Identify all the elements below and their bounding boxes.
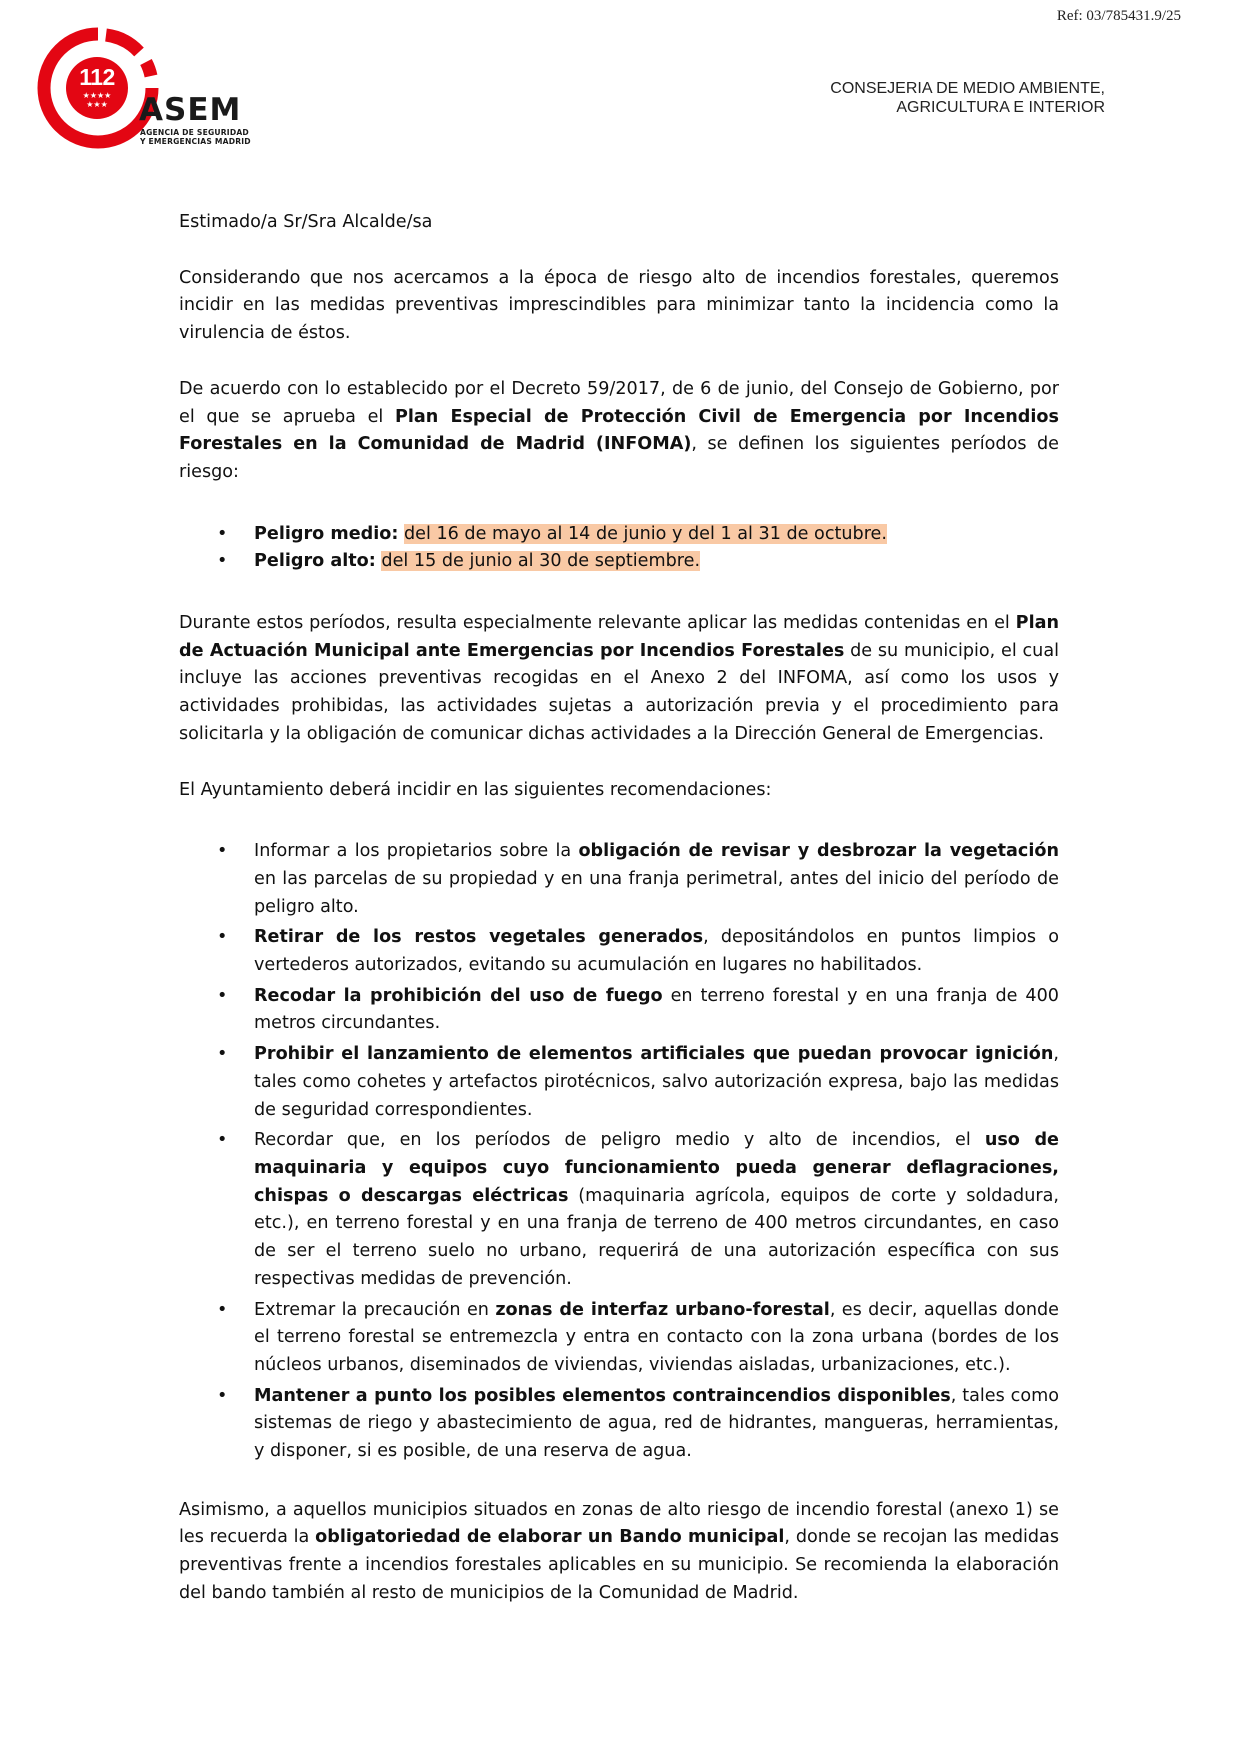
logo-subtitle — [140, 128, 251, 146]
item-bold: Retirar de los restos vegetales generados — [254, 927, 704, 948]
paragraph-decree-text-end: , se definen los siguientes períodos de riesgo: — [179, 434, 1059, 482]
item-text-end: , tales como cohetes y artefactos pirotécnicos, salvo autorización expresa, bajo las medidas de seguridad correspondientes. — [254, 1044, 1059, 1120]
paragraph-plan-text: Durante estos períodos, resulta especialmente relevante aplicar las medidas contenidas en el — [179, 613, 1016, 634]
greeting: Estimado/a Sr/Sra Alcalde/sa — [179, 212, 433, 232]
list-item — [179, 924, 1059, 979]
item-text: Extremar la precaución en — [254, 1299, 496, 1320]
item-bold: Mantener a punto los posibles elementos contraincendios disponibles — [254, 1385, 951, 1406]
item-bold: zonas de interfaz urbano-forestal — [495, 1299, 830, 1320]
paragraph-bando — [179, 1497, 1059, 1608]
asem-112-logo — [36, 26, 276, 150]
paragraph-decree-bold: Plan Especial de Protección Civil de Emergencia por Incendios Forestales en la Comunidad de Madrid (INFOMA) — [179, 406, 1059, 455]
risk-label: Peligro alto: — [254, 551, 376, 572]
paragraph-intro: Considerando que nos acercamos a la época de riesgo alto de incendios forestales, queremos incidir en las medidas preventivas imprescindibles para minimizar tanto la incidencia como la virulencia de éstos. — [179, 267, 1059, 344]
list-item — [179, 983, 1059, 1038]
paragraph-recommendations-intro: El Ayuntamiento deberá incidir en las siguientes recomendaciones: — [179, 779, 772, 800]
item-bold: Prohibir el lanzamiento de elementos artificiales que puedan provocar ignición — [254, 1044, 1054, 1065]
risk-label: Peligro medio: — [254, 523, 399, 544]
item-text-end: en las parcelas de su propiedad y en una franja perimetral, antes del inicio del período de peligro alto. — [254, 868, 1059, 917]
paragraph-bando-bold: obligatoriedad de elaborar un Bando municipal — [315, 1527, 785, 1548]
paragraph-plan-text-end: de su municipio, el cual incluye las acciones preventivas recogidas en el Anexo 2 del INFOMA, así como los usos y actividades prohibidas, las actividades sujetas a autorización previa y el procedimiento para solicitarla y la obligación de comunicar dichas actividades a la Dirección General de Emergencias. — [179, 640, 1059, 744]
item-bold: uso de maquinaria y equipos cuyo funcionamiento pueda generar deflagraciones, chispas o descargas eléctricas — [254, 1130, 1059, 1206]
item-text-end: , es decir, aquellas donde el terreno forestal se entremezcla y entra en contacto con la zona urbana (bordes de los núcleos urbanos, diseminados de viviendas, viviendas aisladas, urbanizaciones, etc.). — [254, 1299, 1059, 1375]
paragraph-bando-text-end: , donde se recojan las medidas preventivas frente a incendios forestales aplicables en su municipio. Se recomienda la elaboración del bando también al resto de municipios de la Comunidad de Madrid. — [179, 1527, 1059, 1603]
department-line-1: CONSEJERIA DE MEDIO AMBIENTE, — [830, 80, 1105, 97]
list-item — [179, 548, 1059, 576]
item-text-end: en terreno forestal y en una franja de 400 metros circundantes. — [254, 985, 1059, 1034]
paragraph-decree-text: De acuerdo con lo establecido por el Decreto 59/2017, de 6 de junio, del Consejo de Gobierno, por el que se aprueba el — [179, 378, 1059, 427]
item-text: Recordar que, en los períodos de peligro medio y alto de incendios, el — [254, 1130, 985, 1151]
paragraph-bando-text: Asimismo, a aquellos municipios situados en zonas de alto riesgo de incendio forestal (anexo 1) se les recuerda la — [179, 1499, 1059, 1548]
letter-body — [179, 209, 1059, 1608]
department-line-2: AGRICULTURA E INTERIOR — [896, 99, 1105, 116]
list-item — [179, 838, 1059, 921]
list-item — [179, 1127, 1059, 1293]
item-bold: obligación de revisar y desbrozar la vegetación — [578, 841, 1059, 862]
paragraph-decree — [179, 376, 1059, 487]
logo-subtitle-line-1: AGENCIA DE SEGURIDAD — [140, 128, 249, 137]
department-name — [830, 79, 1105, 117]
reference-number: Ref: 03/785431.9/25 — [1056, 8, 1181, 24]
list-item — [179, 1297, 1059, 1380]
logo-112-badge — [66, 57, 128, 119]
risk-dates-highlighted: del 15 de junio al 30 de septiembre. — [381, 551, 701, 572]
logo-112-number: 112 — [79, 64, 115, 90]
paragraph-plan-bold: Plan de Actuación Municipal ante Emergencias por Incendios Forestales — [179, 613, 1059, 661]
logo-subtitle-line-2: Y EMERGENCIAS MADRID — [140, 137, 251, 146]
item-bold: Recodar la prohibición del uso de fuego — [254, 985, 663, 1006]
item-text-end: , depositándolos en puntos limpios o vertederos autorizados, evitando su acumulación en lugares no habilitados. — [254, 927, 1059, 976]
item-text-end: (maquinaria agrícola, equipos de corte y soldadura, etc.), en terreno forestal y en una franja de terreno de 400 metros circundantes, en caso de ser el terreno suelo no urbano, requerirá de una autorización específica con sus respectivas medidas de prevención. — [254, 1185, 1059, 1289]
recommendations-list — [179, 838, 1059, 1465]
paragraph-plan — [179, 610, 1059, 749]
item-text-end: , tales como sistemas de riego y abastecimiento de agua, red de hidrantes, mangueras, herramientas, y disponer, si es posible, de una reserva de agua. — [254, 1385, 1059, 1462]
risk-periods-list — [179, 521, 1059, 576]
list-item — [179, 521, 1059, 549]
list-item — [179, 1383, 1059, 1466]
logo-stars-icon: ★★★★ ★★★ — [82, 91, 112, 109]
item-text: Informar a los propietarios sobre la — [254, 841, 579, 862]
risk-dates-highlighted: del 16 de mayo al 14 de junio y del 1 al 31 de octubre. — [403, 523, 887, 544]
logo-asem-wordmark: ASEM — [139, 92, 242, 128]
list-item — [179, 1041, 1059, 1124]
